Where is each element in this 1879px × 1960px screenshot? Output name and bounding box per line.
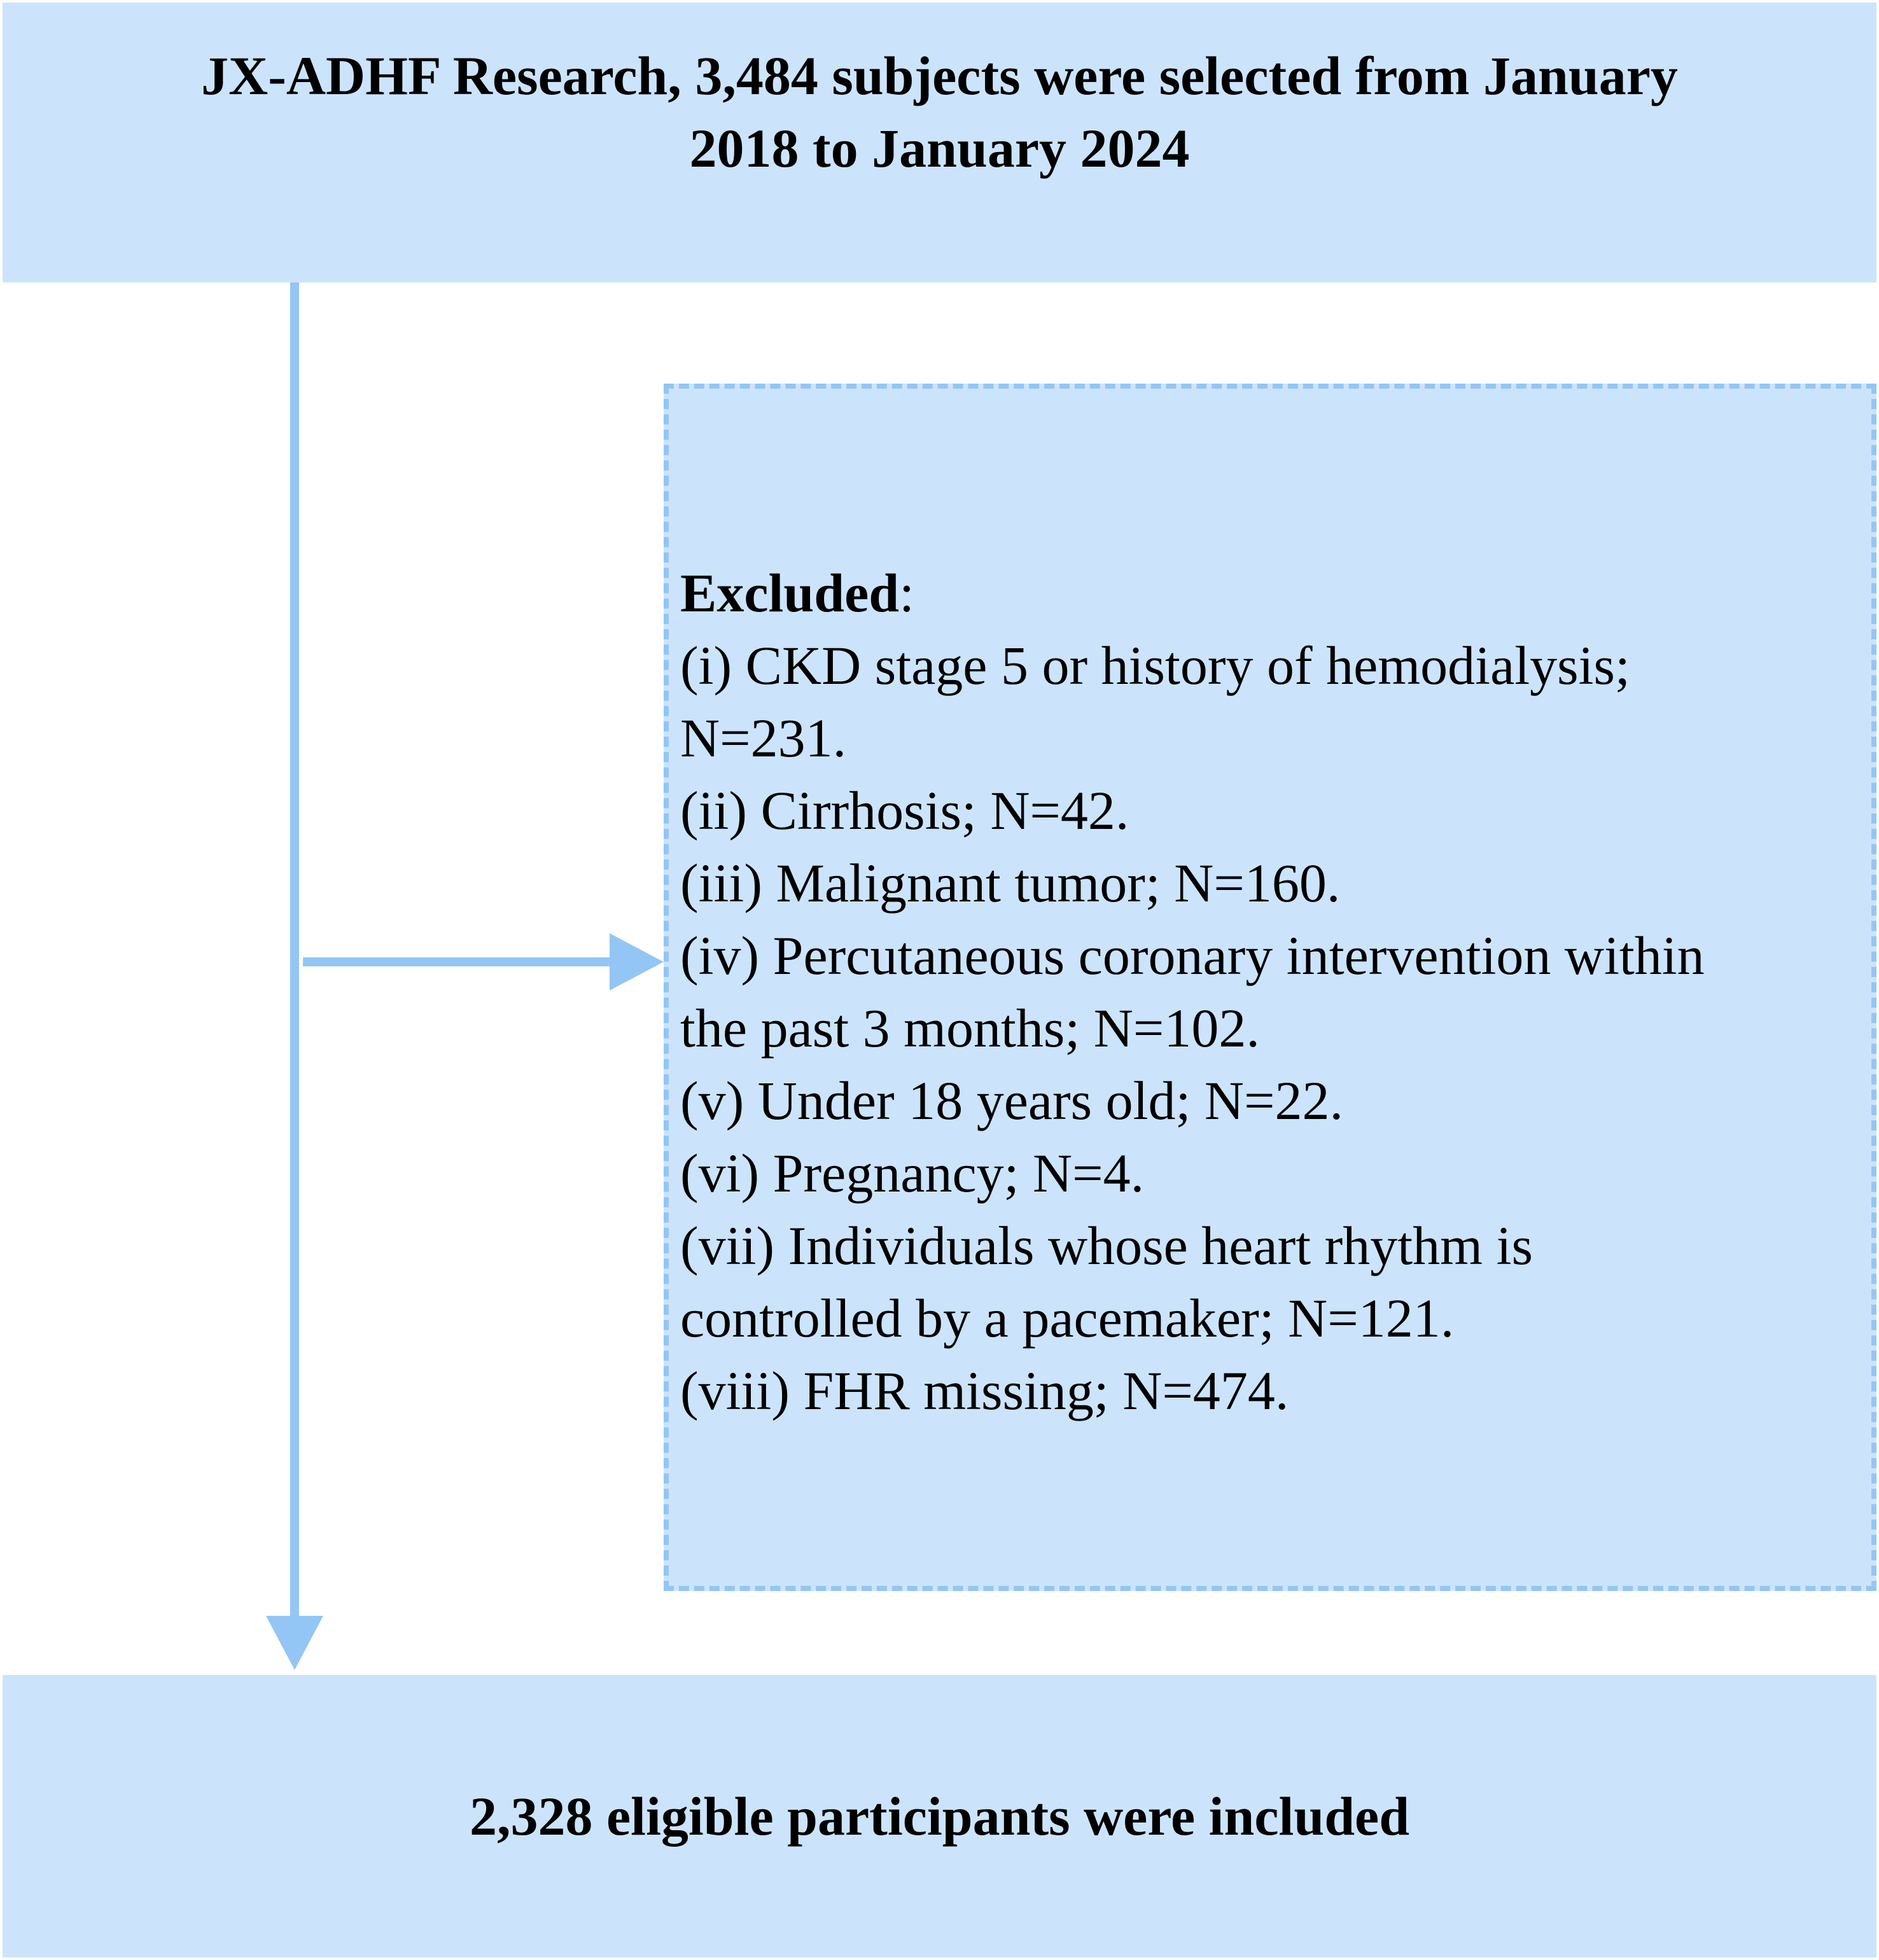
exclusion-line: the past 3 months; N=102. [680, 997, 1260, 1059]
exclusion-line: (ii) Cirrhosis; N=42. [680, 780, 1129, 841]
cohort-source-line-1: JX-ADHF Research, 3,484 subjects were selected from January [201, 45, 1678, 106]
exclusion-heading: Excluded: [680, 562, 914, 623]
exclusion-criteria-list [680, 557, 1868, 1427]
cohort-source-box [3, 3, 1876, 282]
exclusion-line: (vi) Pregnancy; N=4. [680, 1143, 1145, 1204]
exclusion-branch-arrowhead [610, 933, 664, 990]
main-flow-arrowhead [266, 1616, 323, 1670]
cohort-source-text [150, 39, 1729, 184]
included-participants-box [3, 1675, 1876, 1957]
exclusion-line: N=231. [680, 707, 847, 768]
exclusion-line: (i) CKD stage 5 or history of hemodialysis; [680, 635, 1630, 696]
exclusion-line: (v) Under 18 years old; N=22. [680, 1070, 1344, 1131]
exclusion-line: (iii) Malignant tumor; N=160. [680, 852, 1341, 914]
exclusion-line: (iv) Percutaneous coronary intervention within [680, 925, 1705, 986]
exclusion-line: (vii) Individuals whose heart rhythm is [680, 1215, 1533, 1276]
cohort-source-line-2: 2018 to January 2024 [689, 118, 1190, 179]
exclusion-line: controlled by a pacemaker; N=121. [680, 1288, 1455, 1349]
exclusion-line: (viii) FHR missing; N=474. [680, 1360, 1289, 1421]
included-participants-text: 2,328 eligible participants were included [469, 1786, 1410, 1847]
exclusion-box [664, 384, 1876, 1591]
